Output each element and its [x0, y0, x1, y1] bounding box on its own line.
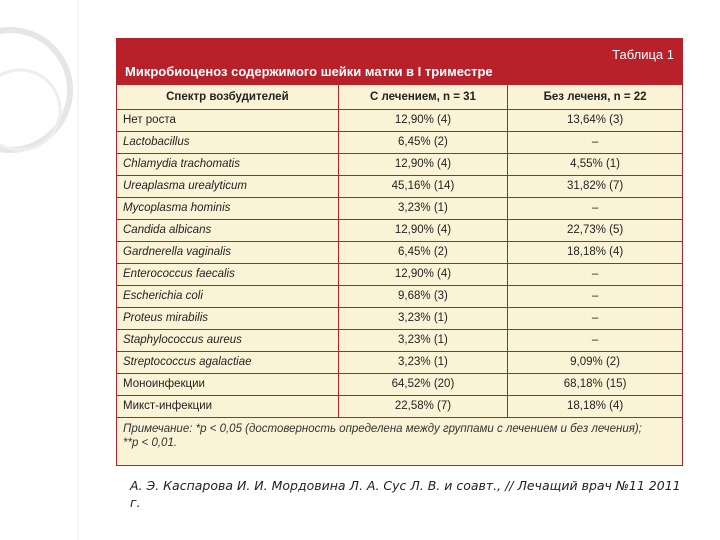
- untreated-value: –: [508, 263, 682, 285]
- row-label: Моноинфекции: [117, 373, 338, 395]
- untreated-value: –: [508, 131, 682, 153]
- treated-value: 9,68% (3): [338, 285, 507, 307]
- treated-value: 3,23% (1): [338, 197, 507, 219]
- untreated-value: –: [508, 285, 682, 307]
- row-label: Candida albicans: [117, 219, 338, 241]
- table-row: [117, 263, 682, 285]
- treated-value: 22,58% (7): [338, 395, 507, 417]
- untreated-value: 31,82% (7): [508, 175, 682, 197]
- untreated-value: 18,18% (4): [508, 395, 682, 417]
- row-label: Streptococcus agalactiae: [117, 351, 338, 373]
- note-line: **p < 0,01.: [123, 436, 178, 449]
- note-line: Примечание: *p < 0,05 (достоверность определена между группами с лечением и без лечения);: [123, 422, 642, 435]
- table-row: [117, 351, 682, 373]
- treated-value: 6,45% (2): [338, 241, 507, 263]
- treated-value: 64,52% (20): [338, 373, 507, 395]
- treated-value: 12,90% (4): [338, 109, 507, 131]
- row-label: Нет роста: [117, 109, 338, 131]
- table-row: [117, 307, 682, 329]
- table-row: [117, 131, 682, 153]
- untreated-value: –: [508, 329, 682, 351]
- treated-value: 3,23% (1): [338, 351, 507, 373]
- untreated-value: –: [508, 307, 682, 329]
- treated-value: 12,90% (4): [338, 219, 507, 241]
- table-row: [117, 153, 682, 175]
- row-label: Enterococcus faecalis: [117, 263, 338, 285]
- row-label: Mycoplasma hominis: [117, 197, 338, 219]
- treated-value: 3,23% (1): [338, 329, 507, 351]
- untreated-value: 22,73% (5): [508, 219, 682, 241]
- table-1: [116, 38, 683, 466]
- table-row: [117, 241, 682, 263]
- table-note: [117, 418, 682, 454]
- data-table: [117, 85, 682, 418]
- table-title: Микробиоценоз содержимого шейки матки в I триместре: [125, 64, 493, 79]
- table-header-band: [117, 39, 682, 85]
- treated-value: 12,90% (4): [338, 263, 507, 285]
- untreated-value: 13,64% (3): [508, 109, 682, 131]
- row-label: Ureaplasma urealyticum: [117, 175, 338, 197]
- untreated-value: 18,18% (4): [508, 241, 682, 263]
- row-label: Микст-инфекции: [117, 395, 338, 417]
- column-header: Без леченя, n = 22: [508, 85, 682, 109]
- table-row: [117, 285, 682, 307]
- row-label: Staphylococcus aureus: [117, 329, 338, 351]
- row-label: Proteus mirabilis: [117, 307, 338, 329]
- treated-value: 45,16% (14): [338, 175, 507, 197]
- row-label: Chlamydia trachomatis: [117, 153, 338, 175]
- row-label: Escherichia coli: [117, 285, 338, 307]
- decorative-circles: [0, 0, 100, 540]
- table-row: [117, 175, 682, 197]
- table-row: [117, 373, 682, 395]
- untreated-value: –: [508, 197, 682, 219]
- treated-value: 12,90% (4): [338, 153, 507, 175]
- table-row: [117, 329, 682, 351]
- column-header: С лечением, n = 31: [338, 85, 507, 109]
- table-row: [117, 109, 682, 131]
- untreated-value: 4,55% (1): [508, 153, 682, 175]
- treated-value: 6,45% (2): [338, 131, 507, 153]
- citation: А. Э. Каспарова И. И. Мордовина Л. А. Сус Л. В. и соавт., // Лечащий врач №11 2011 г.: [130, 478, 681, 510]
- untreated-value: 9,09% (2): [508, 351, 682, 373]
- untreated-value: 68,18% (15): [508, 373, 682, 395]
- row-label: Gardnerella vaginalis: [117, 241, 338, 263]
- table-row: [117, 395, 682, 417]
- table-number: Таблица 1: [612, 47, 674, 62]
- table-row: [117, 219, 682, 241]
- column-header: Спектр возбудителей: [117, 85, 338, 109]
- table-row: [117, 197, 682, 219]
- treated-value: 3,23% (1): [338, 307, 507, 329]
- row-label: Lactobacillus: [117, 131, 338, 153]
